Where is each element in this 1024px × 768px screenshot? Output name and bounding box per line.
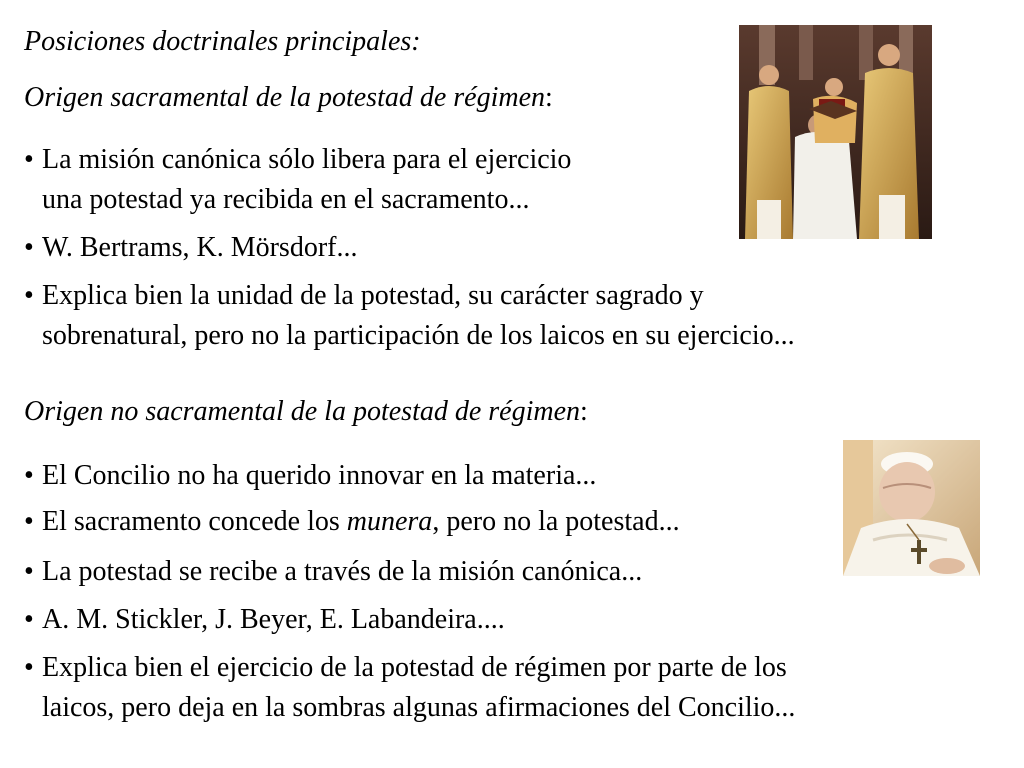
list-item-line1: La potestad se recibe a través de la misión canónica... [42, 556, 643, 587]
list-item-line1 [42, 502, 680, 542]
list-item-line1: La misión canónica sólo libera para el ejercicio [42, 144, 572, 175]
section2-subheading [24, 396, 588, 428]
list-item [24, 502, 680, 542]
list-item-line1: El Concilio no ha querido innovar en la materia... [42, 460, 597, 491]
list-item-line2: sobrenatural, pero no la participación de los laicos en su ejercicio... [42, 320, 795, 351]
list-item-emphasis: munera [346, 506, 433, 537]
list-item [24, 228, 357, 268]
list-item [24, 648, 795, 728]
ordination-photo [739, 25, 932, 239]
section2-subheading-colon: : [580, 396, 588, 427]
list-item-line1: W. Bertrams, K. Mörsdorf... [42, 232, 358, 263]
bullet-icon: • [24, 232, 34, 263]
list-item-line2: una potestad ya recibida en el sacramento... [42, 184, 530, 215]
section2-subheading-text: Origen no sacramental de la potestad de régimen [24, 396, 581, 427]
list-item [24, 600, 505, 640]
list-item-line1: A. M. Stickler, J. Beyer, E. Labandeira.... [42, 604, 505, 635]
section1-subheading-colon: : [545, 82, 553, 113]
bullet-icon: • [24, 280, 34, 311]
bullet-icon: • [24, 652, 34, 683]
pope-photo [843, 440, 980, 576]
ordination-photo-illustration [739, 25, 932, 239]
bullet-icon: • [24, 556, 34, 587]
section1-heading: Posiciones doctrinales principales: [24, 26, 421, 57]
list-item [24, 276, 795, 356]
list-item-pre: El sacramento concede los [42, 506, 347, 537]
list-item-post: , pero no la potestad... [432, 506, 680, 537]
bullet-icon: • [24, 604, 34, 635]
section1-subheading-text: Origen sacramental de la potestad de régimen [24, 82, 546, 113]
list-item [24, 552, 642, 592]
list-item-line1: Explica bien el ejercicio de la potestad de régimen por parte de los [42, 652, 787, 683]
list-item-line2: laicos, pero deja en la sombras algunas afirmaciones del Concilio... [42, 692, 796, 723]
section1-subheading [24, 82, 553, 114]
list-item-line1: Explica bien la unidad de la potestad, su carácter sagrado y [42, 280, 704, 311]
list-item [24, 456, 596, 496]
bullet-icon: • [24, 460, 34, 491]
bullet-icon: • [24, 144, 34, 175]
bullet-icon: • [24, 506, 34, 537]
list-item [24, 140, 571, 220]
pope-photo-illustration [843, 440, 980, 576]
